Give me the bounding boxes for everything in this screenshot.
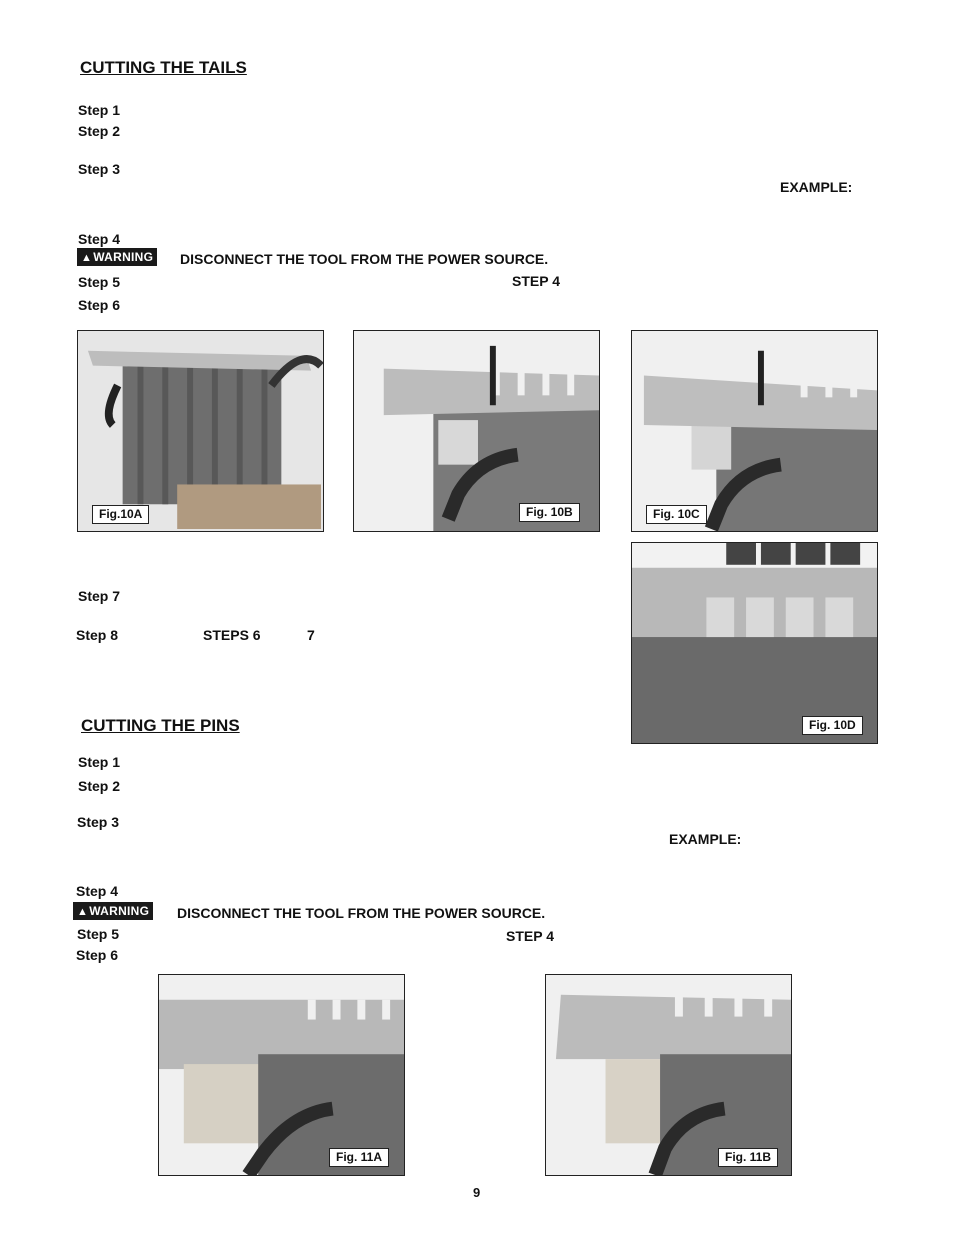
tails-step5-ref: STEP 4 bbox=[512, 273, 560, 289]
tails-step6: Step 6 bbox=[78, 297, 121, 313]
figure-10a bbox=[77, 330, 324, 532]
tails-heading: CUTTING THE TAILS bbox=[80, 58, 247, 77]
pins-warning-label: WARNING bbox=[89, 904, 150, 918]
tails-step5: Step 5 bbox=[78, 274, 121, 290]
tails-example: EXAMPLE: bbox=[780, 179, 853, 195]
figure-10c bbox=[631, 330, 878, 532]
fig11b-label: Fig. 11B bbox=[718, 1148, 778, 1167]
fig10b-photo bbox=[354, 331, 599, 531]
warning-triangle-icon: ▲ bbox=[81, 252, 93, 264]
fig10a-label: Fig.10A bbox=[92, 505, 149, 524]
fig11b-photo bbox=[546, 975, 791, 1175]
fig10a-photo bbox=[78, 331, 323, 531]
pins-step3: Step 3 bbox=[77, 814, 120, 830]
tails-step2: Step 2 bbox=[78, 123, 121, 139]
pins-step5: Step 5 bbox=[77, 926, 120, 942]
pins-warning-badge bbox=[73, 902, 153, 920]
fig10d-label: Fig. 10D bbox=[802, 716, 863, 735]
fig10c-photo bbox=[632, 331, 877, 531]
tails-step1: Step 1 bbox=[78, 102, 121, 118]
pins-step5-ref: STEP 4 bbox=[506, 928, 554, 944]
warning-triangle-icon: ▲ bbox=[77, 906, 89, 918]
pins-step6: Step 6 bbox=[76, 947, 119, 963]
pins-example: EXAMPLE: bbox=[669, 831, 742, 847]
tails-step8: Step 8 bbox=[76, 627, 119, 643]
tails-step4: Step 4 bbox=[78, 231, 121, 247]
page-number: 9 bbox=[473, 1185, 481, 1200]
figure-10b bbox=[353, 330, 600, 532]
tails-step8-ref-b: 7 bbox=[307, 627, 315, 643]
tails-step8-ref-a: STEPS 6 bbox=[203, 627, 261, 643]
fig10b-label: Fig. 10B bbox=[519, 503, 580, 522]
pins-step1: Step 1 bbox=[78, 754, 121, 770]
tails-warning-badge bbox=[77, 248, 157, 266]
pins-step4: Step 4 bbox=[76, 883, 119, 899]
fig10d-photo bbox=[632, 543, 877, 743]
tails-step3: Step 3 bbox=[78, 161, 121, 177]
pins-step2: Step 2 bbox=[78, 778, 121, 794]
fig11a-photo bbox=[159, 975, 404, 1175]
pins-warning-text: DISCONNECT THE TOOL FROM THE POWER SOURCE. bbox=[177, 905, 546, 921]
fig11a-label: Fig. 11A bbox=[329, 1148, 389, 1167]
pins-heading: CUTTING THE PINS bbox=[81, 716, 240, 735]
tails-warning-label: WARNING bbox=[93, 250, 154, 264]
fig10c-label: Fig. 10C bbox=[646, 505, 707, 524]
tails-warning-text: DISCONNECT THE TOOL FROM THE POWER SOURCE. bbox=[180, 251, 549, 267]
figure-11a bbox=[158, 974, 405, 1176]
tails-step7: Step 7 bbox=[78, 588, 121, 604]
figure-11b bbox=[545, 974, 792, 1176]
figure-10d bbox=[631, 542, 878, 744]
